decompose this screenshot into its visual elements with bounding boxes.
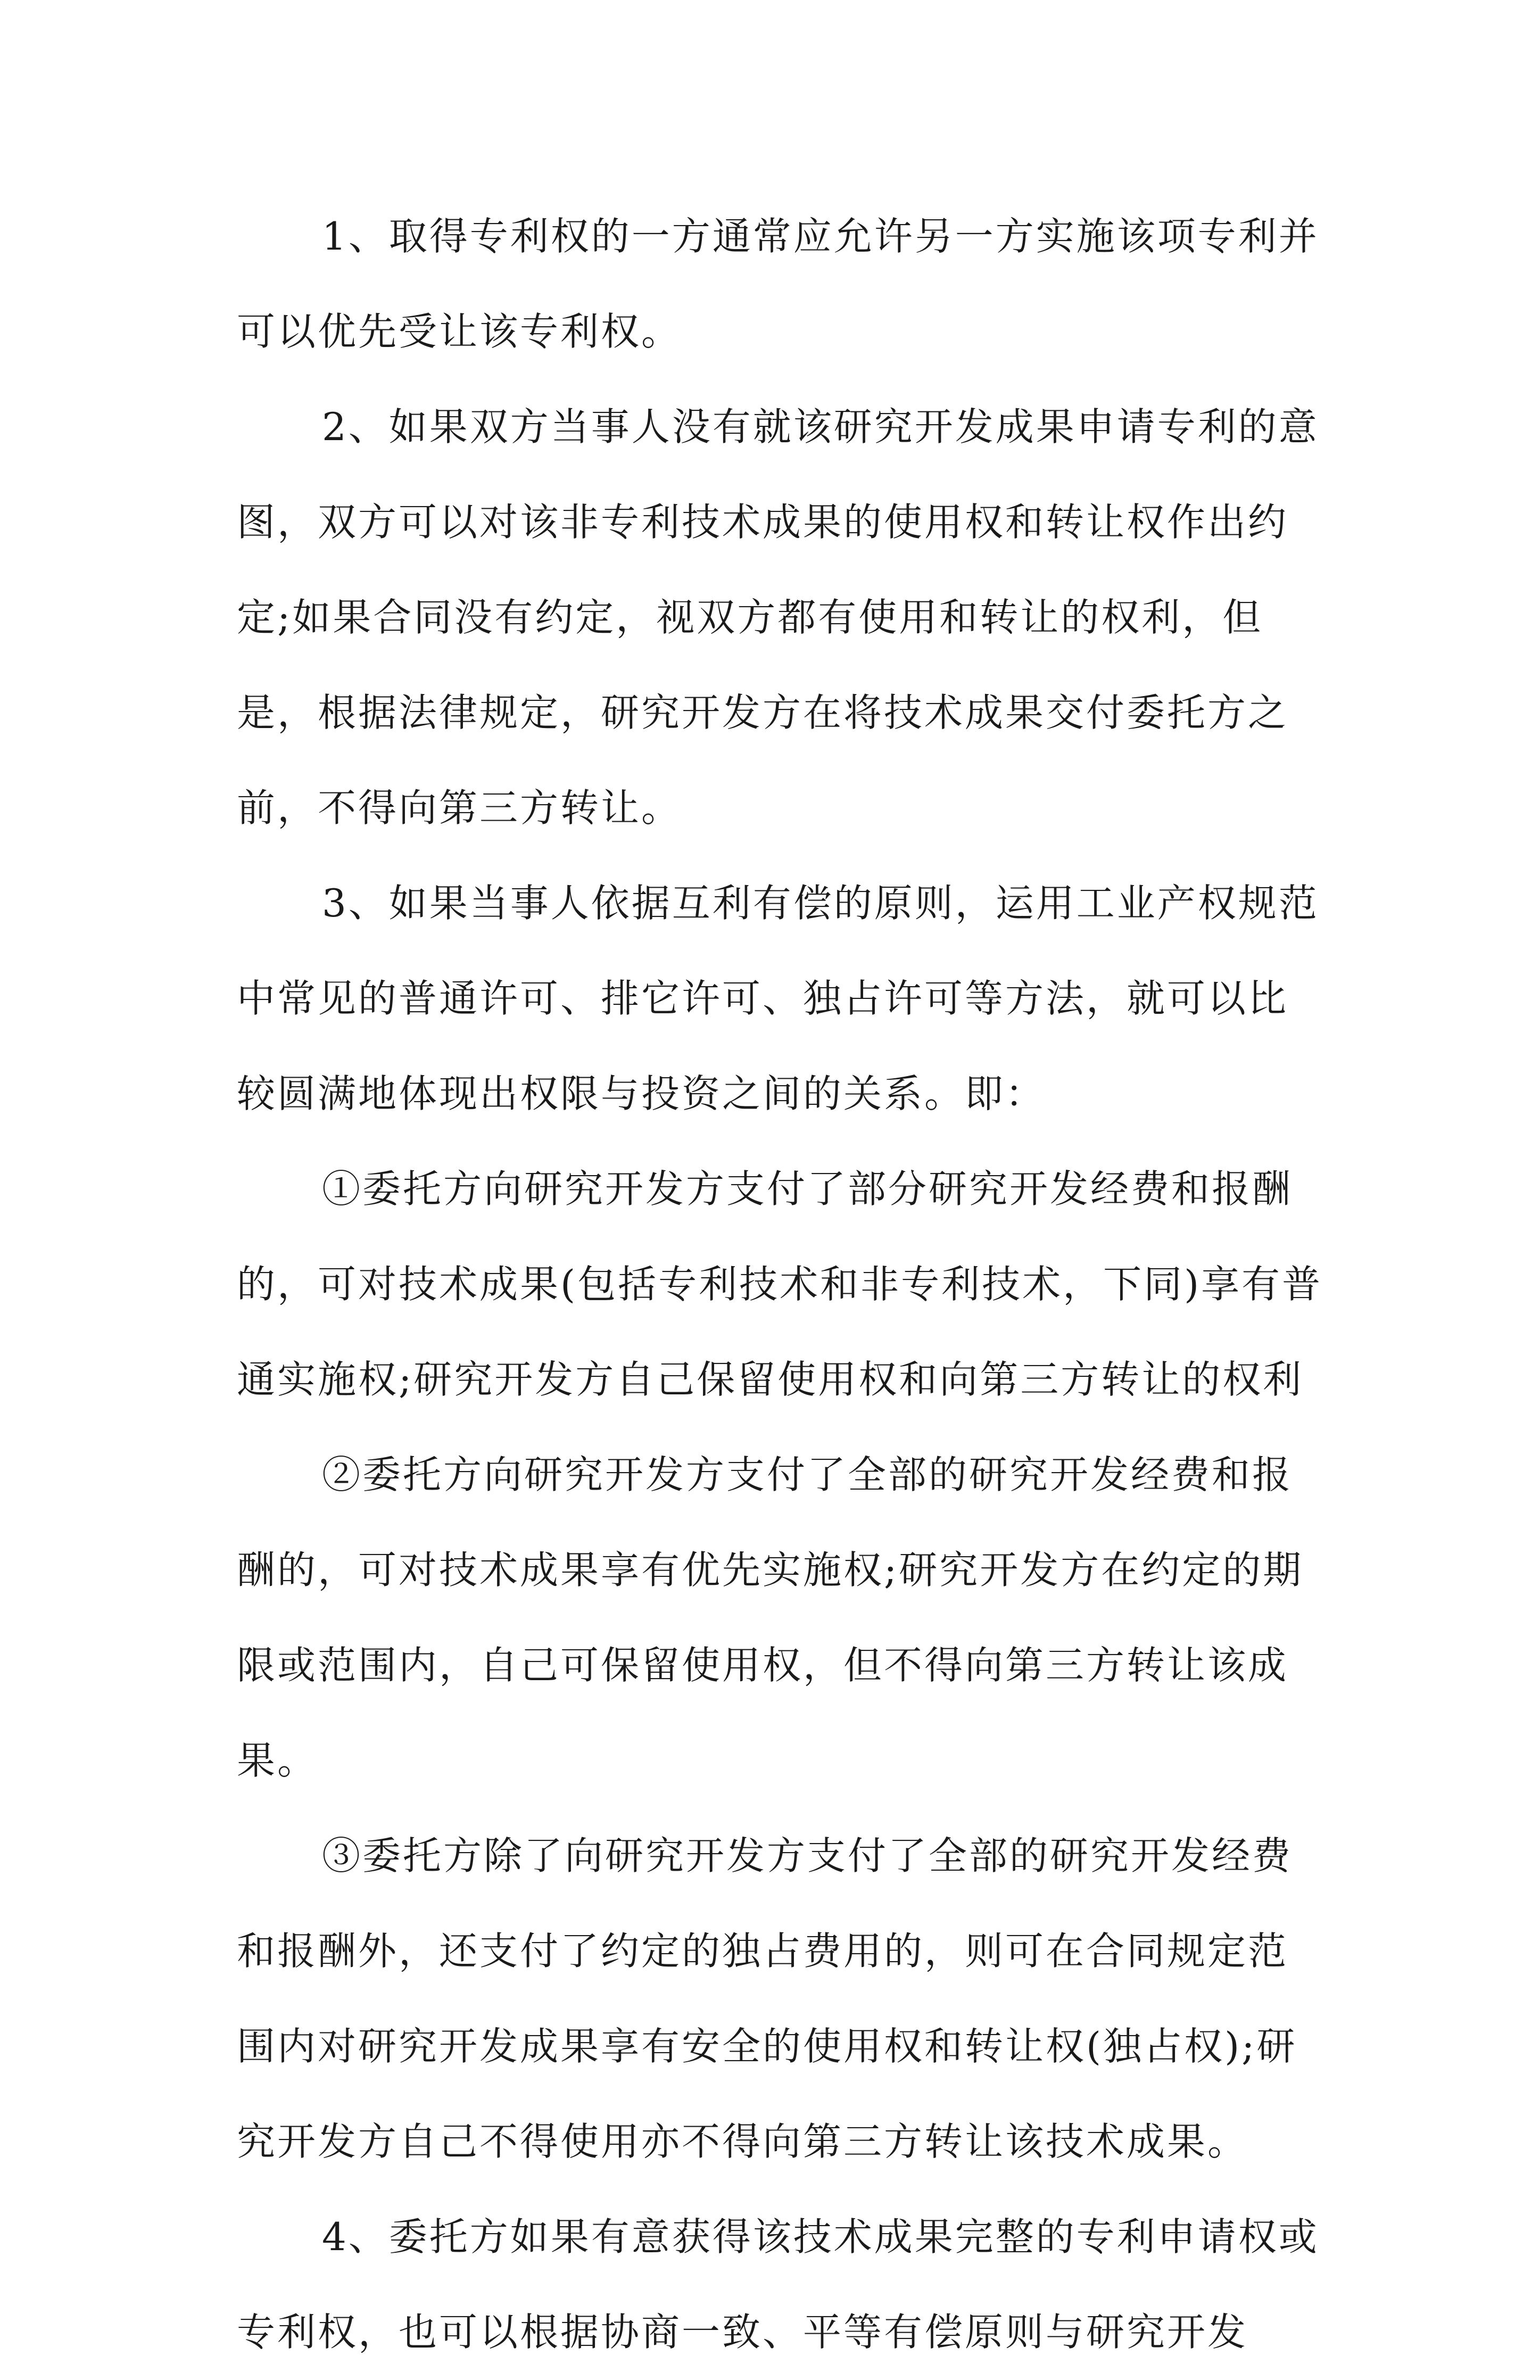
document-body: [237, 189, 1325, 2380]
paragraph-3: 3、如果当事人依据互利有偿的原则，运用工业产权规范中常见的普通许可、排它许可、独占许可等方法，就可以比较圆满地体现出权限与投资之间的关系。即：: [237, 881, 1319, 1116]
paragraph-2: 2、如果双方当事人没有就该研究开发成果申请专利的意图，双方可以对该非专利技术成果的使用权和转让权作出约定;如果合同没有约定，视双方都有使用和转让的权利，但是，根据法律规定，研究开发方在将技术成果交付委托方之前，不得向第三方转让。: [237, 404, 1319, 830]
paragraph-3-item-3: ③委托方除了向研究开发方支付了全部的研究开发经费和报酬外，还支付了约定的独占费用的，则可在合同规定范围内对研究开发成果享有安全的使用权和转让权(独占权);研究开发方自己不得使用亦不得向第三方转让该技术成果。: [237, 1833, 1297, 2164]
paragraph-4: 4、委托方如果有意获得该技术成果完整的专利申请权或专利权，也可以根据协商一致、平等有偿原则与研究开发: [237, 2214, 1319, 2354]
paragraph-3-item-1: ①委托方向研究开发方支付了部分研究开发经费和报酬的，可对技术成果(包括专利技术和非专利技术，下同)享有普通实施权;研究开发方自己保留使用权和向第三方转让的权利: [237, 1167, 1323, 1402]
paragraph-3-item-2: ②委托方向研究开发方支付了全部的研究开发经费和报酬的，可对技术成果享有优先实施权;研究开发方在约定的期限或范围内，自己可保留使用权，但不得向第三方转让该成果。: [237, 1452, 1304, 1783]
paragraph-1: 1、取得专利权的一方通常应允许另一方实施该项专利并可以优先受让该专利权。: [237, 214, 1319, 354]
